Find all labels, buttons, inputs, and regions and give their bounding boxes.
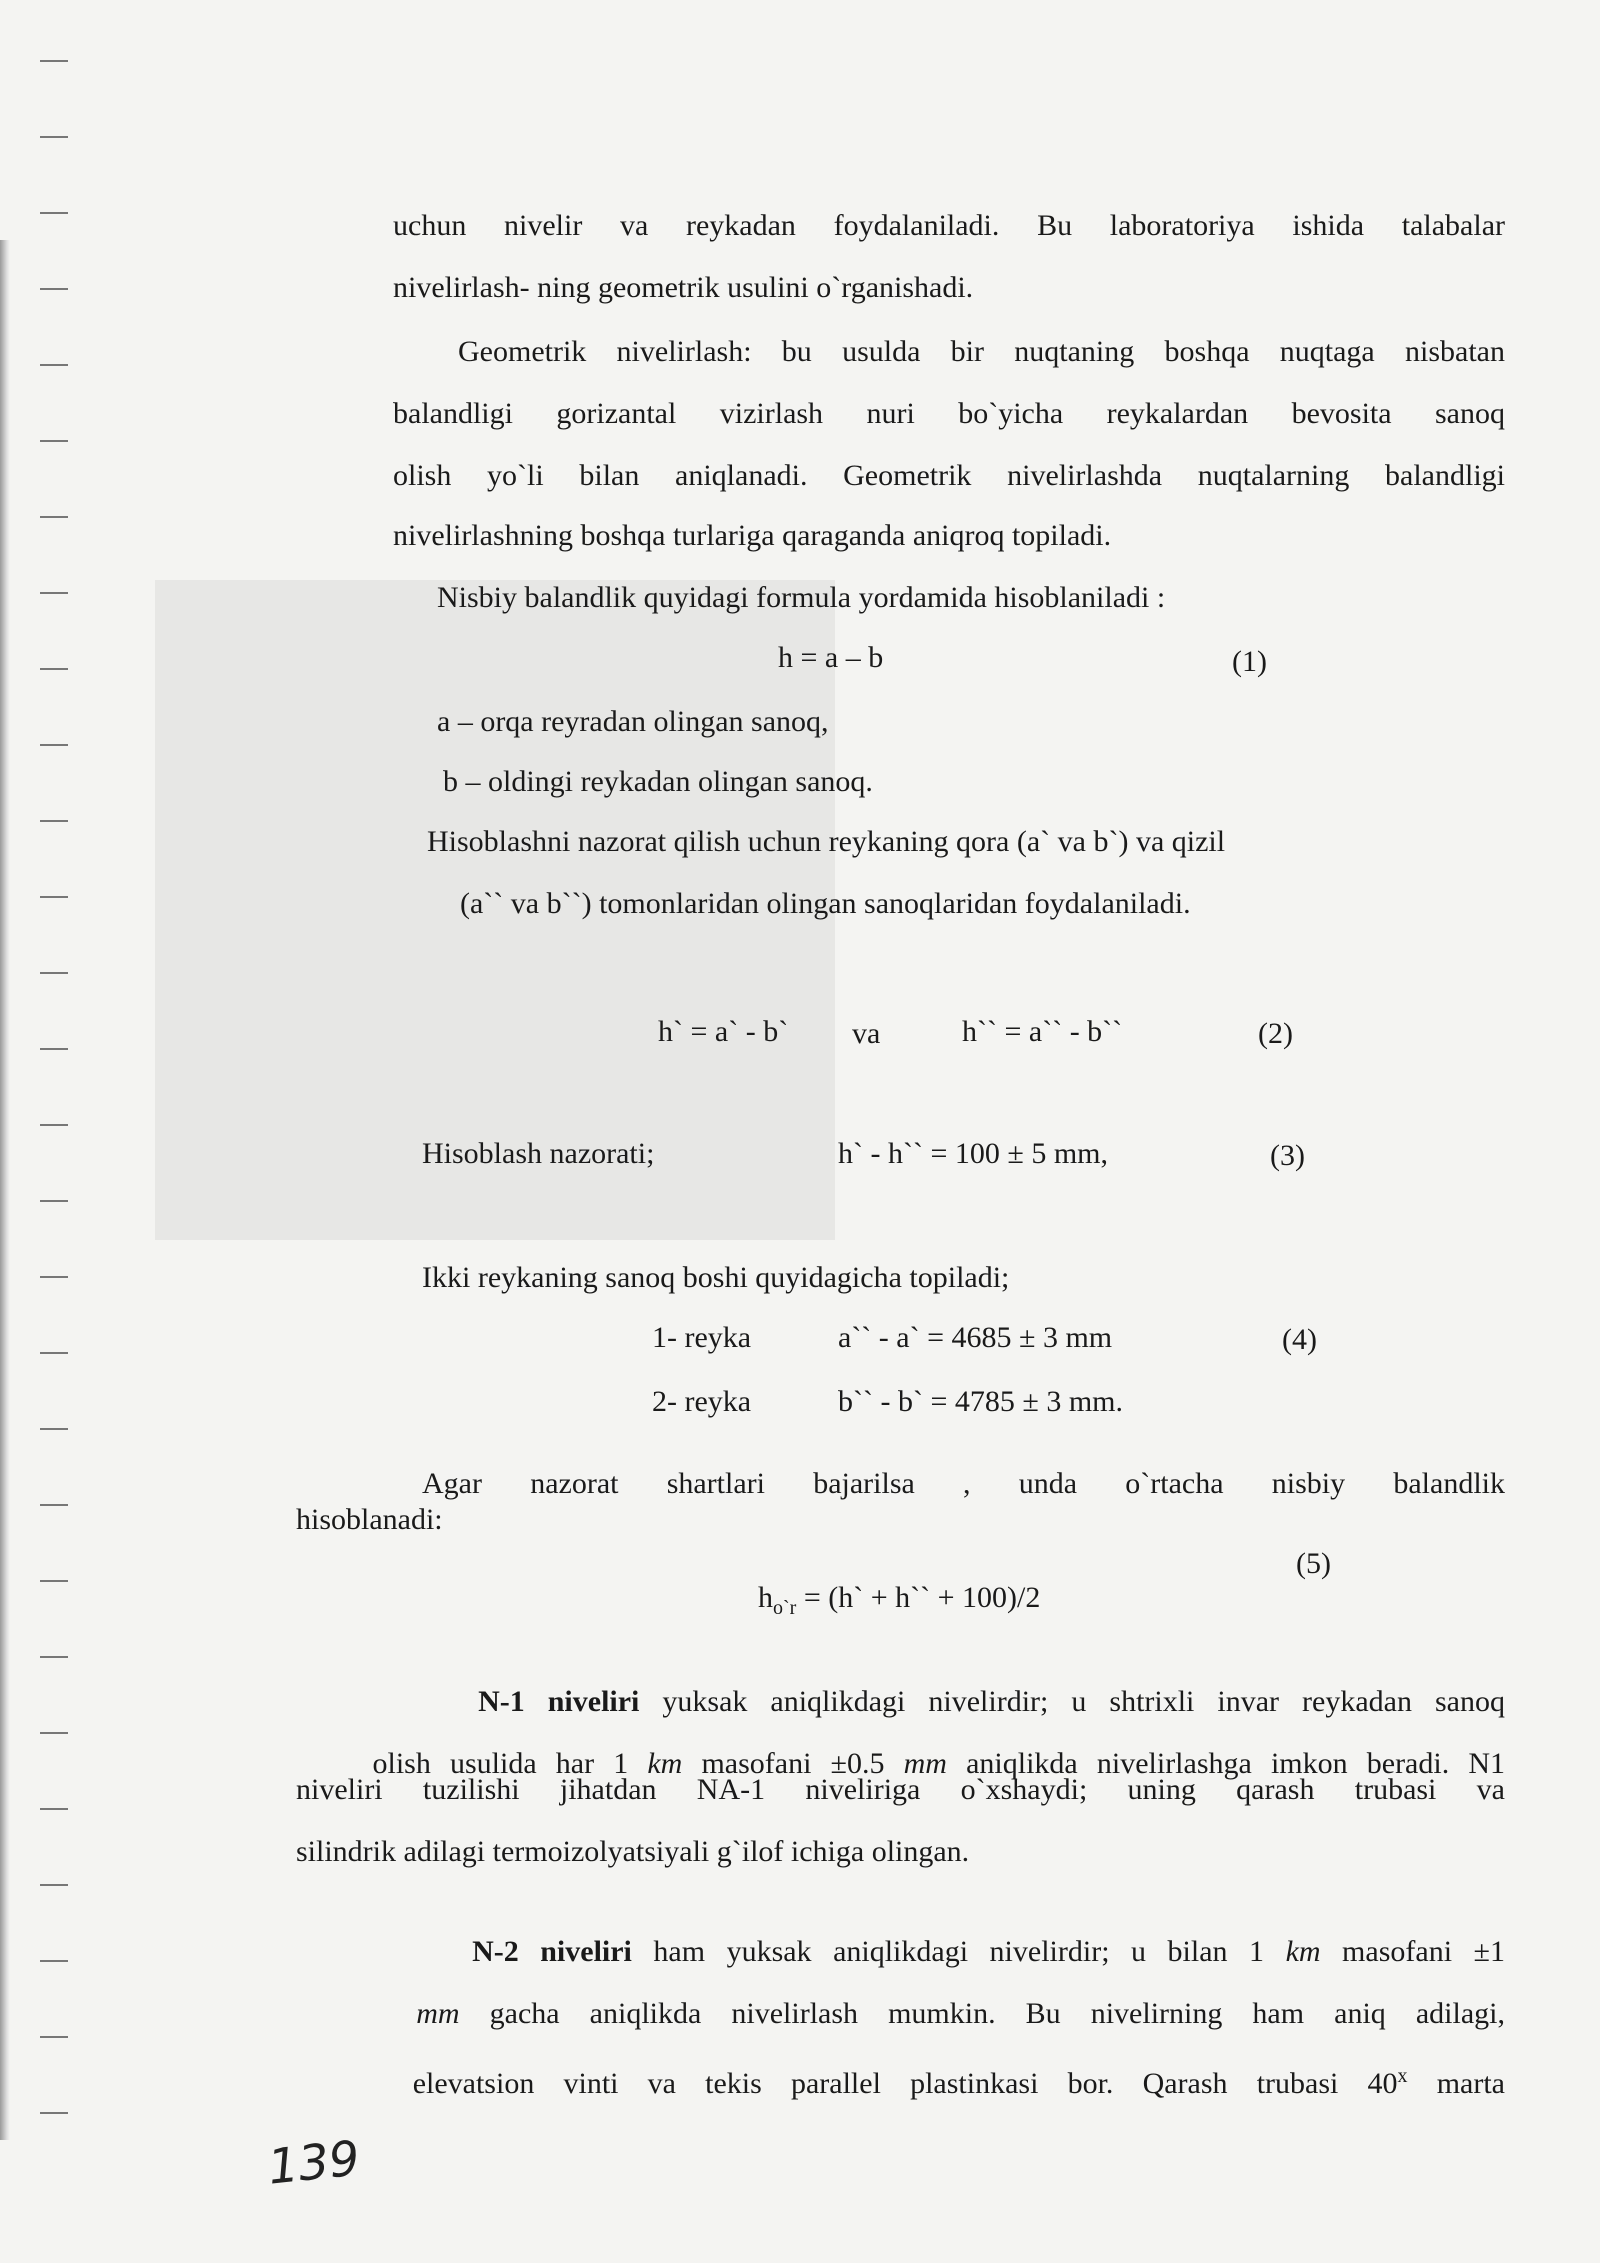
formula-2-conj: va	[852, 1017, 881, 1050]
margin-tick	[40, 1808, 68, 1810]
formula-2-left: h` = a` - b`	[658, 1015, 789, 1048]
formula-3-label: Hisoblash nazorati;	[422, 1137, 655, 1170]
text-line: niveliri tuzilishi jihatdan NA-1 niveliriga o`xshaydi; uning qarash trubasi va	[296, 1773, 1505, 1806]
page-number: 139	[265, 2130, 363, 2196]
formula-number-5: (5)	[1296, 1547, 1331, 1580]
margin-tick	[40, 820, 68, 822]
formula-3: h` - h`` = 100 ± 5 mm,	[838, 1137, 1109, 1170]
margin-tick	[40, 2112, 68, 2114]
binding-edge	[0, 240, 10, 2140]
formula-4: a`` - a` = 4685 ± 3 mm	[838, 1321, 1113, 1354]
margin-tick	[40, 1656, 68, 1658]
margin-tick	[40, 364, 68, 366]
margin-ticks	[40, 0, 140, 2263]
formula-number-4: (4)	[1282, 1323, 1317, 1356]
margin-tick	[40, 1124, 68, 1126]
superscript: x	[1397, 2065, 1408, 2087]
text-span: ham yuksak aniqlikdagi nivelirdir; u bilan 1	[631, 1935, 1286, 1968]
unit-km: km	[1285, 1935, 1321, 1968]
margin-tick	[40, 1732, 68, 1734]
formula-number-2: (2)	[1258, 1017, 1293, 1050]
unit-km: km	[647, 1747, 683, 1780]
text-line: Agar nazorat shartlari bajarilsa , unda o`rtacha nisbiy balandlik	[422, 1467, 1505, 1500]
margin-tick	[40, 972, 68, 974]
text-span: elevatsion vinti va tekis parallel plastinkasi bor. Qarash trubasi 40	[412, 2067, 1398, 2100]
margin-tick	[40, 2036, 68, 2038]
text-span: yuksak aniqlikdagi nivelirdir; u shtrixli invar reykadan sanoq	[639, 1685, 1506, 1718]
margin-tick	[40, 516, 68, 518]
text-span: gacha aniqlikda nivelirlash mumkin. Bu nivelirning ham aniq adilagi,	[459, 1997, 1505, 2030]
text-line: nivelirlash- ning geometrik usulini o`rganishadi.	[393, 271, 974, 304]
unit-mm: mm	[416, 1997, 460, 2030]
text-line: uchun nivelir va reykadan foydalaniladi. Bu laboratoriya ishida talabalar	[393, 209, 1505, 242]
margin-tick	[40, 288, 68, 290]
formula-4-label: 1- reyka	[652, 1321, 752, 1354]
margin-tick	[40, 896, 68, 898]
text-span: masofani ±0.5	[682, 1747, 904, 1780]
margin-tick	[40, 1580, 68, 1582]
formula-number-1: (1)	[1232, 645, 1267, 678]
formula-4b: b`` - b` = 4785 ± 3 mm.	[838, 1385, 1124, 1418]
text-line	[296, 2022, 1505, 2138]
text-span: olish usulida har 1	[372, 1747, 648, 1780]
text-line: (a`` va b``) tomonlaridan olingan sanoqlaridan foydalaniladi.	[460, 887, 1191, 920]
term-n1: N-1 niveliri	[478, 1685, 640, 1718]
text-line: Hisoblashni nazorat qilish uchun reykaning qora (a` va b`) va qizil	[427, 825, 1226, 858]
formula-4b-label: 2- reyka	[652, 1385, 752, 1418]
text-line: Nisbiy balandlik quyidagi formula yordamida hisoblaniladi :	[437, 581, 1166, 614]
margin-tick	[40, 592, 68, 594]
margin-tick	[40, 60, 68, 62]
term-n2: N-2 niveliri	[472, 1935, 632, 1968]
text-span: marta	[1407, 2067, 1505, 2100]
margin-tick	[40, 440, 68, 442]
margin-tick	[40, 1428, 68, 1430]
margin-tick	[40, 1352, 68, 1354]
margin-tick	[40, 212, 68, 214]
formula-number-3: (3)	[1270, 1139, 1305, 1172]
margin-tick	[40, 1884, 68, 1886]
text-line: Geometrik nivelirlash: bu usulda bir nuqtaning boshqa nuqtaga nisbatan	[458, 335, 1505, 368]
text-span: masofani ±1	[1320, 1935, 1506, 1968]
margin-tick	[40, 1276, 68, 1278]
formula-5	[728, 1544, 1040, 1662]
margin-tick	[40, 1504, 68, 1506]
formula-5-sub: o`r	[773, 1597, 797, 1619]
text-line: silindrik adilagi termoizolyatsiyali g`ilof ichiga olingan.	[296, 1835, 970, 1868]
margin-tick	[40, 1960, 68, 1962]
text-line: olish yo`li bilan aniqlanadi. Geometrik nivelirlashda nuqtalarning balandligi	[393, 459, 1505, 492]
text-line: balandligi gorizantal vizirlash nuri bo`yicha reykalardan bevosita sanoq	[393, 397, 1505, 430]
text-line: Ikki reykaning sanoq boshi quyidagicha topiladi;	[422, 1261, 1010, 1294]
text-line: nivelirlashning boshqa turlariga qaraganda aniqroq topiladi.	[393, 519, 1112, 552]
margin-tick	[40, 1048, 68, 1050]
margin-tick	[40, 1200, 68, 1202]
margin-tick	[40, 744, 68, 746]
unit-mm: mm	[903, 1747, 947, 1780]
formula-5-h: h	[758, 1581, 773, 1614]
margin-tick	[40, 668, 68, 670]
text-span: aniqlikda nivelirlashga imkon beradi. N1	[946, 1747, 1505, 1780]
definition-a: a – orqa reyradan olingan sanoq,	[437, 705, 829, 738]
margin-tick	[40, 136, 68, 138]
text-line: hisoblanadi:	[296, 1503, 443, 1536]
formula-5-rest: = (h` + h`` + 100)/2	[796, 1581, 1041, 1614]
formula-2-right: h`` = a`` - b``	[962, 1015, 1123, 1048]
formula-1: h = a – b	[778, 641, 884, 674]
definition-b: b – oldingi reykadan olingan sanoq.	[443, 765, 873, 798]
